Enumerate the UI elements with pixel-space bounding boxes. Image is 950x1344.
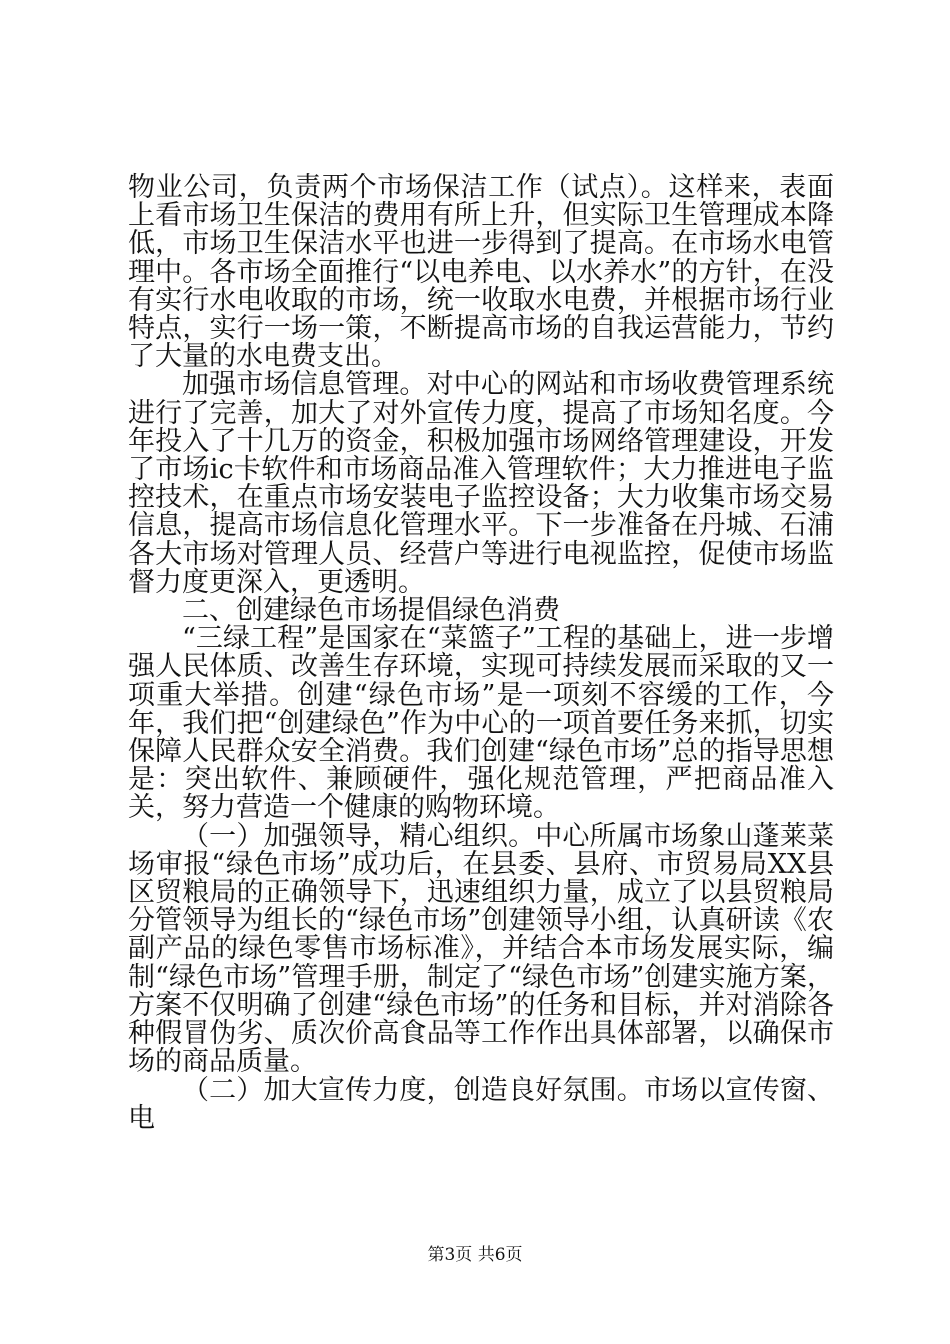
- paragraph-leadership-organization: （一）加强领导，精心组织。中心所属市场象山蓬莱菜场审报“绿色市场”成功后，在县委、县府、市贸易局XX县区贸粮局的正确领导下，迅速组织力量，成立了以县贸粮局分管领导为组长的“绿色市场”创建领导小组，认真研读《农副产品的绿色零售市场标准》，并结合本市场发展实际，编制“绿色市场”管理手册，制定了“绿色市场”创建实施方案，方案不仅明确了创建“绿色市场”的任务和目标，并对消除各种假冒伪劣、质次价高食品等工作作出具体部署，以确保市场的商品质量。: [128, 820, 834, 1078]
- paragraph-three-green-project: “三绿工程”是国家在“菜篮子”工程的基础上，进一步增强人民体质、改善生存环境，实现可持续发展而采取的又一项重大举措。创建“绿色市场”是一项刻不容缓的工作，今年，我们把“创建绿色”作为中心的一项首要任务来抓，切实保障人民群众安全消费。我们创建“绿色市场”总的指导思想是：突出软件、兼顾硬件，强化规范管理，严把商品准入关，努力营造一个健康的购物环境。: [128, 623, 834, 824]
- paragraph-information-management: 加强市场信息管理。对中心的网站和市场收费管理系统进行了完善，加大了对外宣传力度，提高了市场知名度。今年投入了十几万的资金，积极加强市场网络管理建设，开发了市场ic卡软件和市场商品准入管理软件；大力推进电子监控技术，在重点市场安装电子监控设备；大力收集市场交易信息，提高市场信息化管理水平。下一步准备在丹城、石浦各大市场对管理人员、经营户等进行电视监控，促使市场监督力度更深入，更透明。: [128, 369, 834, 598]
- paragraph-property-cleaning: 物业公司，负责两个市场保洁工作（试点）。这样来，表面上看市场卫生保洁的费用有所上升，但实际卫生管理成本降低，市场卫生保洁水平也进一步得到了提高。在市场水电管理中。各市场全面推行“以电养电、以水养水”的方针，在没有实行水电收取的市场，统一收取水电费，并根据市场行业特点，实行一场一策，不断提高市场的自我运营能力，节约了大量的水电费支出。: [128, 172, 834, 373]
- document-body: [128, 174, 834, 1133]
- section-heading-green-market: 二、创建绿色市场提倡绿色消费: [182, 595, 560, 627]
- page-number-footer: 第3页 共6页: [427, 1245, 523, 1265]
- paragraph-publicity: （二）加大宣传力度，创造良好氛围。市场以宣传窗、电: [128, 1074, 834, 1134]
